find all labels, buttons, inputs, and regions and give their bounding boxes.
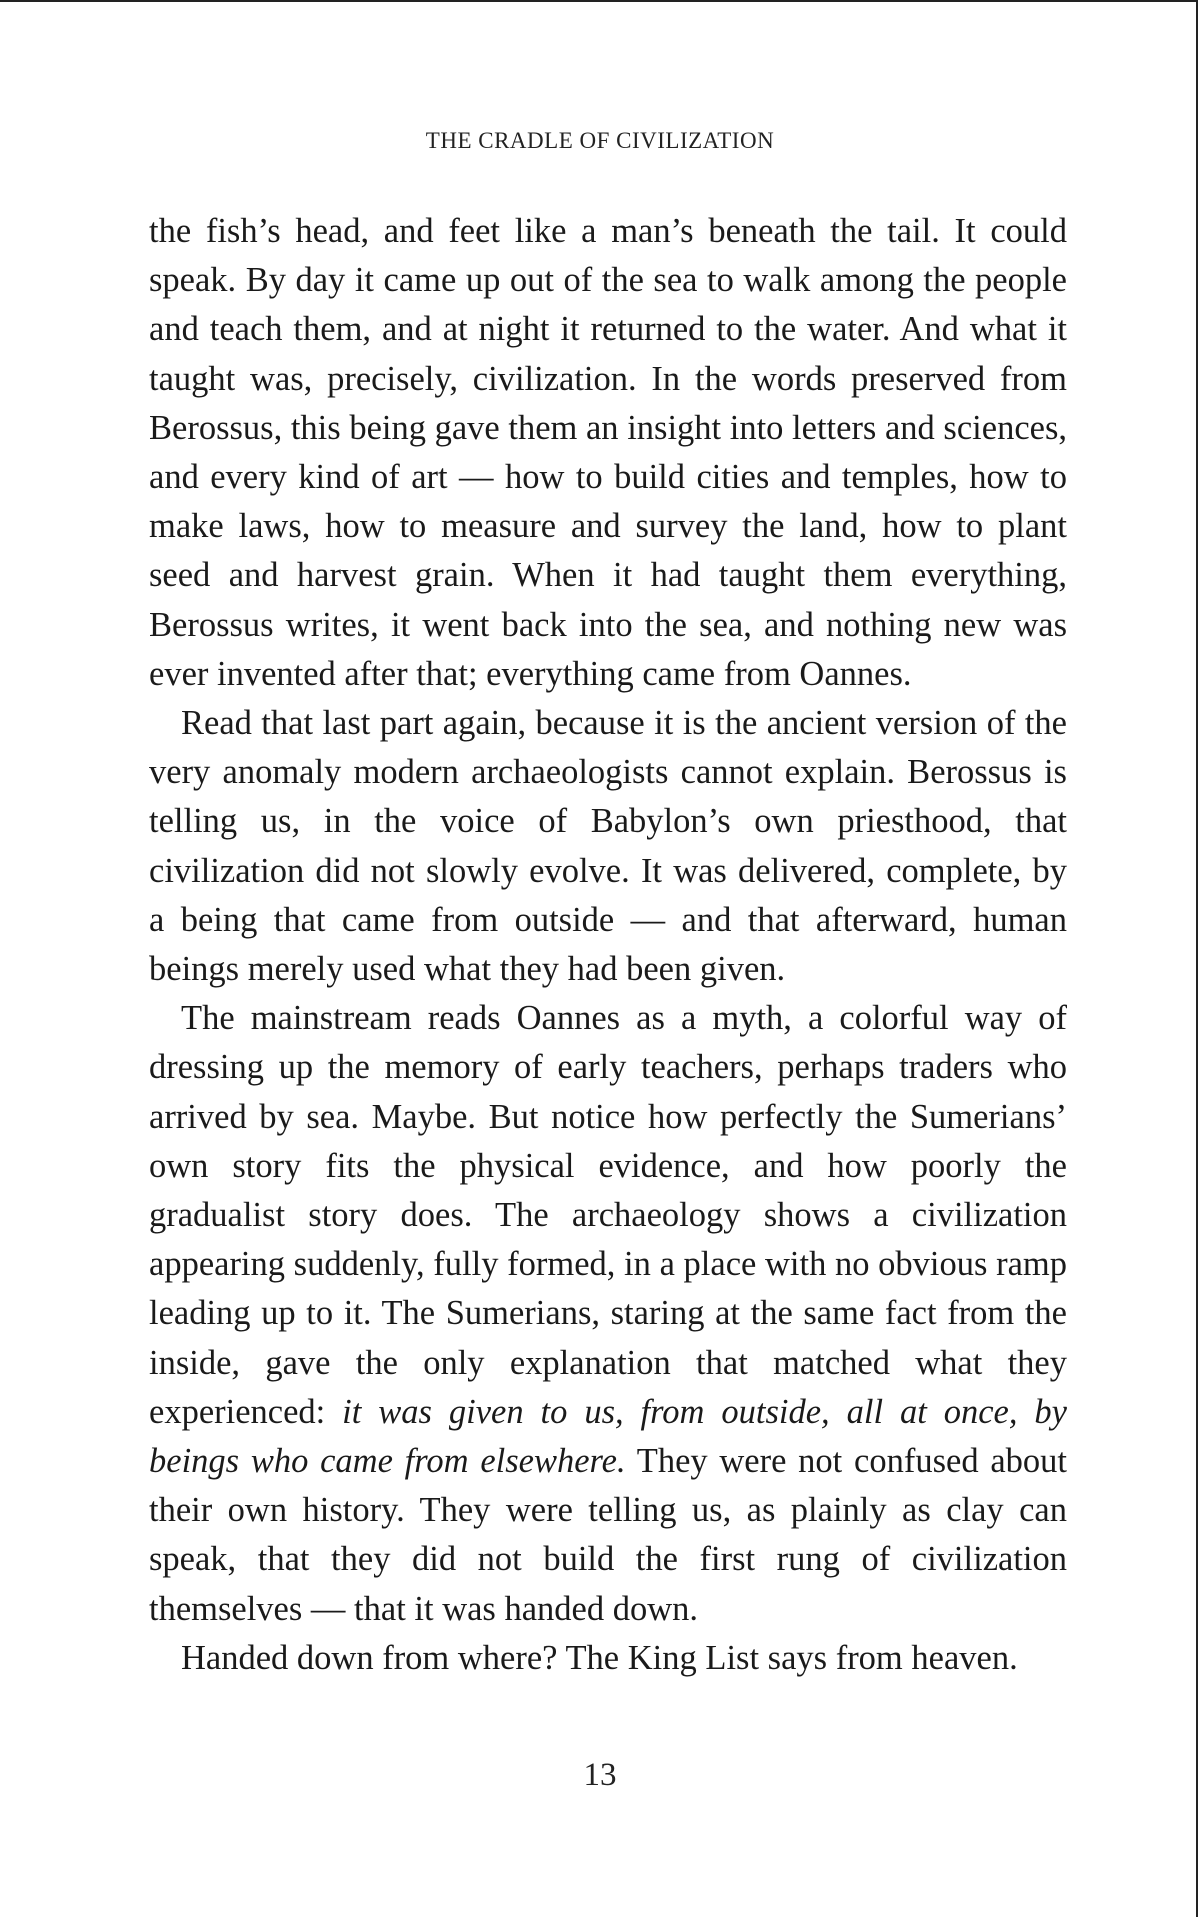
paragraph-2: Read that last part again, because it is the ancient version of the very anomaly modern archaeologists cannot explain. Berossus is telling us, in the voice of Babylon’s own priesthood, that civilization did not slowly evolve. It was delivered, complete, by a being that came from outside — and that afterward, human beings merely used what they had been given. [149, 704, 1067, 989]
paragraph-1: the fish’s head, and feet like a man’s beneath the tail. It could speak. By day it came up out of the sea to walk among the people and teach them, and at night it returned to the water. And what it taught was, precisely, civilization. In the words preserved from Berossus, this being gave them an insight into letters and sciences, and every kind of art — how to build cities and temples, how to make laws, how to measure and survey the land, how to plant seed and harvest grain. When it had taught them everything, Berossus writes, it went back into the sea, and nothing new was ever invented after that; everything came from Oannes. [149, 212, 1067, 693]
paragraph-3-text-after-italic: They were not confused about their own history. They were telling us, as plainly as clay can speak, that they did not build the first rung of civilization themselves — that it was handed down. [149, 1442, 1067, 1628]
page-number: 13 [583, 1757, 617, 1793]
running-head: THE CRADLE OF CIVILIZATION [425, 128, 775, 153]
paragraph-3 [149, 994, 1067, 1634]
body-text [149, 207, 1067, 1683]
paragraph-3-italic-quote: it was given to us, from outside, all at once, by beings who came from elsewhere. [149, 1392, 1067, 1481]
paragraph-3-text-before-italic: The mainstream reads Oannes as a myth, a colorful way of dressing up the memory of early teachers, perhaps traders who arrived by sea. Maybe. But notice how perfectly the Sumerians’ own story fits the physical evidence, and how poorly the gradualist story does. The archaeology shows a civilization appearing suddenly, fully formed, in a place with no obvious ramp leading up to it. The Sumerians, staring at the same fact from the inside, gave the only explanation that matched what they experienced: [149, 999, 1067, 1431]
paragraph-4: Handed down from where? The King List says from heaven. [181, 1638, 1018, 1677]
